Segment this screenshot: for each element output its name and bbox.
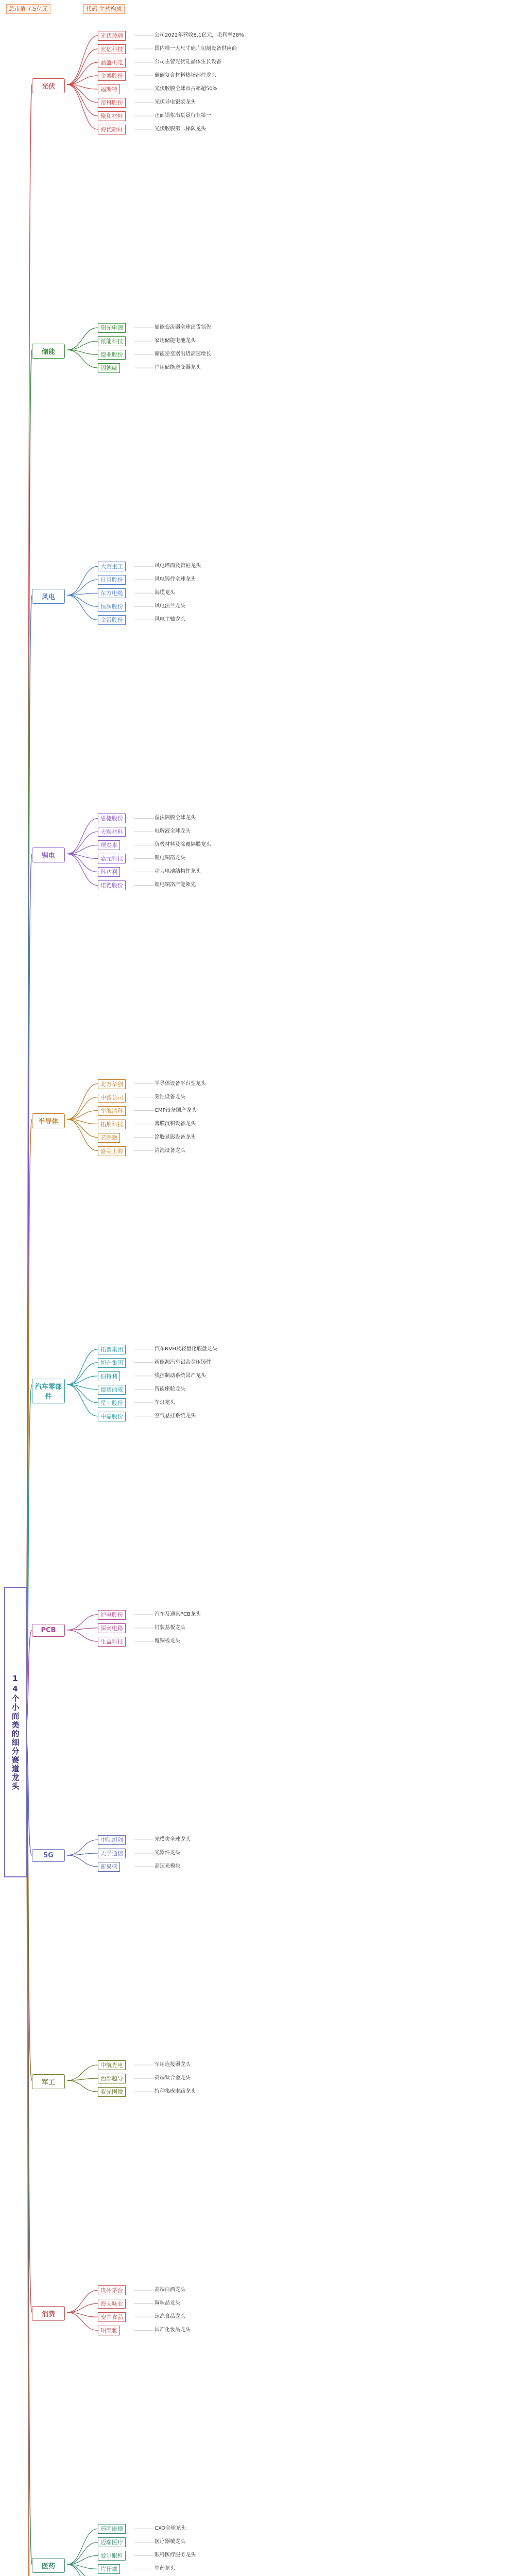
company-node: 西部超导 (98, 2074, 126, 2083)
company-node: 聚和材料 (98, 111, 126, 121)
company-node: 华海清科 (98, 1106, 126, 1116)
category-node: 锂电 (32, 848, 65, 862)
company-node: 科达利 (98, 867, 120, 877)
item-connector (67, 2564, 98, 2576)
company-node: 璞泰来 (98, 840, 120, 850)
company-node: 紫光国微 (98, 2087, 126, 2097)
company-node: 生益科技 (98, 1637, 126, 1647)
company-node: 宏亿科技 (98, 44, 126, 54)
company-description: 国内唯一大尺寸硅片切割设备供应商 (154, 46, 237, 52)
company-description: 负极材料及涂覆隔膜龙头 (154, 842, 211, 848)
company-node: 盛美上海 (98, 1146, 126, 1156)
company-node: 中微公司 (98, 1093, 126, 1103)
company-node: 沪电股份 (98, 1610, 126, 1620)
root-topic: 14个小而美的细分赛道龙头 (4, 1587, 27, 1877)
company-description: 湿法隔膜全球龙头 (154, 815, 196, 821)
company-node: 光伏玻璃 (98, 31, 126, 41)
company-node: 金博股份 (98, 71, 126, 81)
company-node: 中际旭创 (98, 1835, 126, 1845)
company-description: 电解液全球龙头 (154, 828, 191, 835)
item-connector (67, 595, 98, 606)
company-node: 迈瑞医疗 (98, 2537, 126, 2547)
company-node: 片仔癀 (98, 2564, 120, 2574)
company-description: 动力电池结构件龙头 (154, 869, 201, 875)
company-node: 金雷股份 (98, 615, 126, 625)
company-node: 德业股份 (98, 350, 126, 360)
item-connector (67, 1363, 98, 1385)
company-description: 调味品龙头 (154, 2300, 180, 2307)
legend-label: 总市值 (9, 6, 26, 12)
company-node: 帝科股份 (98, 98, 126, 108)
company-node: 爱尔眼科 (98, 2551, 126, 2561)
company-description: 车灯龙头 (154, 1399, 175, 1405)
legend-item (6, 4, 50, 14)
company-description: CMP设备国产龙头 (154, 1107, 197, 1113)
company-description: 光器件龙头 (154, 1850, 180, 1856)
company-description: 海缆龙头 (154, 590, 175, 596)
company-node: 恒润股份 (98, 602, 126, 612)
company-description: 高端钛合金龙头 (154, 2075, 191, 2081)
item-connector (67, 1097, 98, 1120)
company-node: 天孚通信 (98, 1849, 126, 1858)
item-connector (67, 818, 98, 854)
item-connector (67, 1084, 98, 1120)
company-description: 汽车NVH及轻量化底盘龙头 (154, 1346, 217, 1352)
company-node: 恩捷股份 (98, 814, 126, 823)
company-description: 光模块全球龙头 (154, 1837, 191, 1842)
company-description: 光伏导电银浆龙头 (154, 99, 196, 105)
company-description: 国产化妆品龙头 (154, 2327, 191, 2333)
company-node: 日月股份 (98, 575, 126, 585)
company-node: 贵州茅台 (98, 2285, 126, 2295)
company-node: 东方电缆 (98, 588, 126, 598)
item-connector (67, 328, 98, 350)
company-description: 军用连接器龙头 (154, 2062, 191, 2068)
company-node: 诺德股份 (98, 880, 126, 890)
item-connector (67, 36, 98, 84)
company-node: 嘉元科技 (98, 854, 126, 863)
company-node: 天赐材料 (98, 827, 126, 837)
category-node: 半导体 (32, 1113, 65, 1128)
company-node: 派能科技 (98, 336, 126, 346)
category-node: 风电 (32, 589, 65, 604)
item-connector (67, 1855, 98, 1867)
company-node: 海天味业 (98, 2299, 126, 2309)
item-connector (67, 2078, 98, 2080)
category-node: 医药 (32, 2558, 65, 2573)
company-description: 汽车及通讯PCB龙头 (154, 1611, 201, 1617)
company-node: 新易盛 (98, 1862, 120, 1872)
company-description: 储能逆变器出货高速增长 (154, 351, 211, 358)
item-connector (67, 2312, 98, 2330)
legend-item (83, 4, 125, 14)
company-description: 风电主轴龙头 (154, 617, 185, 623)
company-node: 大金重工 (98, 562, 126, 571)
category-node: PCB (32, 1624, 65, 1637)
company-description: 特种集成电路龙头 (154, 2089, 196, 2095)
company-node: 安井食品 (98, 2312, 126, 2322)
category-node: 军工 (32, 2074, 65, 2089)
item-connector (67, 2065, 98, 2080)
company-description: 高速光模块 (154, 1863, 180, 1869)
company-node: 中航光电 (98, 2060, 126, 2070)
company-node: 珀莱雅 (98, 2326, 120, 2335)
item-connector (67, 1840, 98, 1855)
company-description: 封装基板龙头 (154, 1624, 185, 1631)
item-connector (67, 566, 98, 595)
company-description: 公司2022年营收8.1亿元，毛利率28% (154, 32, 244, 38)
company-description: 空气悬挂系统龙头 (154, 1413, 196, 1419)
company-description: 半导体设备平台型龙头 (154, 1080, 206, 1087)
item-connector (67, 1349, 98, 1385)
company-node: 海优新材 (98, 125, 126, 134)
item-connector (67, 84, 98, 129)
company-description: 眼科医疗服务龙头 (154, 2552, 196, 2558)
company-node: 晶盛机电 (98, 58, 126, 67)
company-description: CXO全球龙头 (154, 2526, 186, 2532)
company-description: 新能源汽车铝合金压铸件 (154, 1359, 211, 1365)
item-connector (67, 832, 98, 854)
item-connector (67, 1853, 98, 1855)
company-description: 光伏胶膜第二梯队龙头 (154, 126, 206, 132)
item-connector (67, 2529, 98, 2564)
company-description: 刻蚀设备龙头 (154, 1094, 185, 1100)
item-connector (67, 1630, 98, 1641)
company-description: 线控制动系统国产龙头 (154, 1372, 206, 1379)
company-node: 中鼎股份 (98, 1412, 126, 1421)
category-node: 5G (32, 1849, 65, 1862)
company-description: 智能座舱龙头 (154, 1386, 185, 1392)
item-connector (67, 49, 98, 84)
company-node: 拓普集团 (98, 1345, 126, 1354)
company-description: 储能变流器全球出货领先 (154, 325, 211, 331)
category-node: 汽车零部件 (32, 1379, 65, 1403)
company-description: 覆铜板龙头 (154, 1638, 180, 1644)
company-description: 家用储能电池龙头 (154, 338, 196, 344)
item-connector (67, 2290, 98, 2312)
company-node: 星宇股份 (98, 1398, 126, 1408)
legend-value: 7.5亿元 (26, 6, 48, 12)
company-node: 伯特利 (98, 1371, 120, 1381)
company-node: 旭升集团 (98, 1358, 126, 1368)
company-description: 高端白酒龙头 (154, 2287, 185, 2293)
item-connector (67, 2564, 98, 2576)
company-description: 涂胶显影设备龙头 (154, 1134, 196, 1140)
category-node: 储能 (32, 344, 65, 359)
company-node: 深南电路 (98, 1623, 126, 1633)
item-connector (67, 2080, 98, 2092)
company-description: 正面银浆出货量行业第一 (154, 113, 211, 118)
item-connector (67, 595, 98, 620)
company-description: 速冻食品龙头 (154, 2314, 185, 2320)
item-connector (67, 580, 98, 595)
legend-value: 主营构成 (97, 6, 122, 12)
company-description: 碳碳复合材料热场部件龙头 (154, 73, 216, 78)
company-description: 锂电铜箔龙头 (154, 855, 185, 861)
company-description: 薄膜沉积设备龙头 (154, 1121, 196, 1127)
item-connector (67, 1615, 98, 1630)
company-node: 拓荆科技 (98, 1120, 126, 1129)
company-node: 固德威 (98, 363, 120, 373)
company-node: 药明康德 (98, 2524, 126, 2534)
company-description: 风电塔筒及管桩龙头 (154, 563, 201, 569)
item-connector (67, 2542, 98, 2564)
legend-label: 代码 (86, 6, 97, 12)
item-connector (67, 1628, 98, 1630)
item-connector (67, 2303, 98, 2312)
item-connector (67, 350, 98, 368)
company-description: 中药龙头 (154, 2566, 175, 2572)
company-node: 阳光电源 (98, 323, 126, 333)
company-description: 医疗器械龙头 (154, 2539, 185, 2545)
category-node: 光伏 (32, 78, 65, 93)
company-description: 公司主营光伏硅晶体生长设备 (154, 59, 221, 65)
company-description: 风电法兰龙头 (154, 603, 185, 609)
company-node: 福斯特 (98, 84, 120, 94)
company-description: 锂电铜箔产能领先 (154, 882, 196, 888)
company-description: 风电铸件全球龙头 (154, 577, 196, 583)
company-node: 北方华创 (98, 1079, 126, 1089)
category-node: 消费 (32, 2306, 65, 2321)
item-connector (67, 341, 98, 350)
company-description: 户用储能逆变器龙头 (154, 365, 201, 371)
company-description: 光伏胶膜全球市占率超50% (154, 86, 218, 92)
company-description: 清洗设备龙头 (154, 1147, 185, 1154)
item-connector (67, 62, 98, 84)
company-node: 德赛西威 (98, 1385, 126, 1395)
company-node: 芯源微 (98, 1133, 120, 1143)
